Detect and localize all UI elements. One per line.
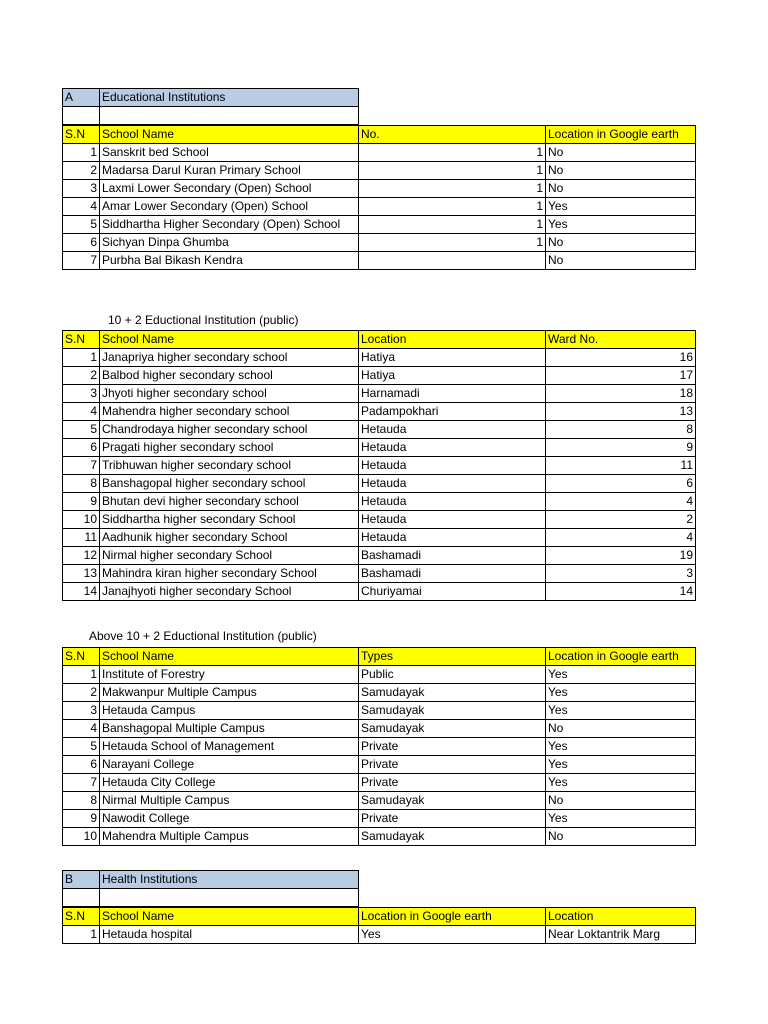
table-cell: Purbha Bal Bikash Kendra	[100, 252, 359, 270]
table-row	[63, 162, 696, 180]
table-cell: 13	[63, 565, 100, 583]
column-header: Ward No.	[546, 331, 696, 349]
table-cell: Aadhunik higher secondary School	[100, 529, 359, 547]
table-cell: 11	[63, 529, 100, 547]
table-cell: 7	[63, 457, 100, 475]
table-row	[63, 252, 696, 270]
blank-cell	[63, 107, 100, 125]
table-cell: 11	[546, 457, 696, 475]
table-cell: 9	[63, 493, 100, 511]
column-header: School Name	[100, 908, 359, 926]
column-header: School Name	[100, 126, 359, 144]
table-cell: Hetauda	[359, 421, 546, 439]
table-cell: 18	[546, 385, 696, 403]
column-header: Location in Google earth	[546, 648, 696, 666]
table-cell: No	[546, 234, 696, 252]
health-institutions-table	[62, 907, 696, 944]
table-cell: Amar Lower Secondary (Open) School	[100, 198, 359, 216]
table-cell: 4	[63, 198, 100, 216]
table-cell: Hetauda School of Management	[100, 738, 359, 756]
table-cell: Samudayak	[359, 702, 546, 720]
table-cell: Yes	[546, 738, 696, 756]
table-cell: Nirmal Multiple Campus	[100, 792, 359, 810]
column-header: S.N	[63, 126, 100, 144]
table-cell: 13	[546, 403, 696, 421]
table-cell: 5	[63, 216, 100, 234]
table-cell: Janapriya higher secondary school	[100, 349, 359, 367]
table-cell: 17	[546, 367, 696, 385]
table-cell: 5	[63, 421, 100, 439]
table-cell: 3	[63, 180, 100, 198]
table-row	[63, 547, 696, 565]
table-cell: Private	[359, 810, 546, 828]
table-cell: No	[546, 162, 696, 180]
table-cell: Hatiya	[359, 349, 546, 367]
table-cell: 16	[546, 349, 696, 367]
table-row	[63, 198, 696, 216]
table-cell: Hetauda City College	[100, 774, 359, 792]
table-row	[63, 702, 696, 720]
table-above-10-2-body	[63, 648, 696, 846]
table-10-2-caption: 10 + 2 Eductional Institution (public)	[108, 313, 299, 327]
table-cell: Yes	[546, 756, 696, 774]
table-cell: Sanskrit bed School	[100, 144, 359, 162]
section-b-title: Health Institutions	[100, 871, 359, 889]
table-cell: 2	[63, 684, 100, 702]
column-header: Location in Google earth	[546, 126, 696, 144]
table-row	[63, 234, 696, 252]
table-cell: Mahendra Multiple Campus	[100, 828, 359, 846]
educational-institutions-body	[63, 126, 696, 270]
table-row	[63, 144, 696, 162]
table-cell: Mahindra kiran higher secondary School	[100, 565, 359, 583]
table-cell: No	[546, 144, 696, 162]
column-header: S.N	[63, 908, 100, 926]
table-row	[63, 349, 696, 367]
table-cell: 6	[546, 475, 696, 493]
table-cell: 9	[63, 810, 100, 828]
table-cell: Yes	[546, 684, 696, 702]
table-cell: 8	[63, 792, 100, 810]
table-cell: Bhutan devi higher secondary school	[100, 493, 359, 511]
column-header: S.N	[63, 331, 100, 349]
table-cell: Nirmal higher secondary School	[100, 547, 359, 565]
table-cell: Yes	[546, 666, 696, 684]
table-row	[63, 385, 696, 403]
table-row	[63, 828, 696, 846]
table-cell: Mahendra higher secondary school	[100, 403, 359, 421]
table-cell: Private	[359, 738, 546, 756]
table-row	[63, 684, 696, 702]
section-a-title: Educational Institutions	[100, 89, 359, 107]
health-institutions-body	[63, 908, 696, 944]
table-cell: 19	[546, 547, 696, 565]
column-header: Location	[359, 331, 546, 349]
table-cell: Yes	[546, 198, 696, 216]
column-header: Location in Google earth	[359, 908, 546, 926]
table-cell: Narayani College	[100, 756, 359, 774]
table-row	[63, 926, 696, 944]
table-cell: 3	[63, 702, 100, 720]
table-cell: 4	[546, 529, 696, 547]
header-row	[63, 126, 696, 144]
section-b-title-table	[62, 870, 359, 907]
table-cell: Hetauda hospital	[100, 926, 359, 944]
table-cell: Balbod higher secondary school	[100, 367, 359, 385]
table-cell: No	[546, 792, 696, 810]
table-cell: 12	[63, 547, 100, 565]
table-row	[63, 774, 696, 792]
table-cell: 6	[63, 439, 100, 457]
table-cell: Siddhartha higher secondary School	[100, 511, 359, 529]
table-row	[63, 792, 696, 810]
table-cell: Yes	[359, 926, 546, 944]
table-cell: 5	[63, 738, 100, 756]
table-row	[63, 216, 696, 234]
table-row	[63, 180, 696, 198]
table-cell: 2	[63, 367, 100, 385]
table-cell: Samudayak	[359, 684, 546, 702]
table-cell: 10	[63, 511, 100, 529]
table-cell: 4	[63, 720, 100, 738]
table-row	[63, 475, 696, 493]
table-cell: No	[546, 252, 696, 270]
table-cell: 1	[63, 666, 100, 684]
table-cell: 6	[63, 234, 100, 252]
table-cell: Banshagopal higher secondary school	[100, 475, 359, 493]
section-b-letter: B	[63, 871, 100, 889]
table-cell: Harnamadi	[359, 385, 546, 403]
table-cell: Samudayak	[359, 792, 546, 810]
column-header: School Name	[100, 648, 359, 666]
table-cell: Chandrodaya higher secondary school	[100, 421, 359, 439]
table-cell: Private	[359, 774, 546, 792]
table-cell: Madarsa Darul Kuran Primary School	[100, 162, 359, 180]
table-cell: 14	[546, 583, 696, 601]
table-row	[63, 565, 696, 583]
table-cell: Jhyoti higher secondary school	[100, 385, 359, 403]
header-row	[63, 331, 696, 349]
table-cell: Hetauda	[359, 457, 546, 475]
table-cell: Yes	[546, 702, 696, 720]
table-cell: 6	[63, 756, 100, 774]
table-cell: Makwanpur Multiple Campus	[100, 684, 359, 702]
table-cell: Institute of Forestry	[100, 666, 359, 684]
table-cell: Hetauda	[359, 475, 546, 493]
section-a-letter: A	[63, 89, 100, 107]
table-cell: Hatiya	[359, 367, 546, 385]
table-cell: Bashamadi	[359, 547, 546, 565]
table-cell: 1	[359, 198, 546, 216]
table-cell: Bashamadi	[359, 565, 546, 583]
table-row	[63, 720, 696, 738]
table-cell: Yes	[546, 774, 696, 792]
table-cell: Public	[359, 666, 546, 684]
table-above-10-2	[62, 647, 696, 846]
table-row	[63, 810, 696, 828]
table-row	[63, 457, 696, 475]
table-cell: Tribhuwan higher secondary school	[100, 457, 359, 475]
table-cell: Siddhartha Higher Secondary (Open) School	[100, 216, 359, 234]
table-cell: 1	[359, 180, 546, 198]
table-cell: Samudayak	[359, 720, 546, 738]
table-row	[63, 511, 696, 529]
table-row	[63, 439, 696, 457]
table-row	[63, 421, 696, 439]
table-row	[63, 403, 696, 421]
table-row	[63, 738, 696, 756]
section-a-title-table	[62, 88, 359, 125]
table-cell: 4	[63, 403, 100, 421]
table-cell: No	[546, 828, 696, 846]
table-cell: 1	[63, 926, 100, 944]
table-cell: 8	[63, 475, 100, 493]
table-cell: Banshagopal Multiple Campus	[100, 720, 359, 738]
table-cell: Nawodit College	[100, 810, 359, 828]
educational-institutions-table	[62, 125, 696, 270]
table-cell: No	[546, 180, 696, 198]
column-header: No.	[359, 126, 546, 144]
table-cell: 2	[546, 511, 696, 529]
table-cell: 1	[63, 349, 100, 367]
table-cell: Private	[359, 756, 546, 774]
table-cell: Padampokhari	[359, 403, 546, 421]
table-cell: 2	[63, 162, 100, 180]
table-cell: Hetauda	[359, 529, 546, 547]
table-row	[63, 756, 696, 774]
table-row	[63, 583, 696, 601]
column-header: Types	[359, 648, 546, 666]
header-row	[63, 908, 696, 926]
table-cell	[359, 252, 546, 270]
table-cell: Yes	[546, 216, 696, 234]
table-cell: Pragati higher secondary school	[100, 439, 359, 457]
table-cell: 4	[546, 493, 696, 511]
table-cell: Sichyan Dinpa Ghumba	[100, 234, 359, 252]
column-header: School Name	[100, 331, 359, 349]
table-cell: Hetauda	[359, 511, 546, 529]
blank-cell	[100, 107, 359, 125]
table-10-2-body	[63, 331, 696, 601]
table-cell: 7	[63, 774, 100, 792]
table-cell: 1	[359, 144, 546, 162]
table-cell: Yes	[546, 810, 696, 828]
header-row	[63, 648, 696, 666]
table-row	[63, 666, 696, 684]
table-cell: 1	[359, 234, 546, 252]
table-cell: Janajhyoti higher secondary School	[100, 583, 359, 601]
table-row	[63, 529, 696, 547]
table-cell: Hetauda	[359, 439, 546, 457]
table-cell: Hetauda Campus	[100, 702, 359, 720]
table-cell: 3	[546, 565, 696, 583]
column-header: S.N	[63, 648, 100, 666]
column-header: Location	[546, 908, 696, 926]
table-cell: 14	[63, 583, 100, 601]
table-row	[63, 367, 696, 385]
table-cell: 10	[63, 828, 100, 846]
table-cell: 9	[546, 439, 696, 457]
table-cell: 1	[359, 162, 546, 180]
table-cell: 7	[63, 252, 100, 270]
table-10-2	[62, 330, 696, 601]
table-cell: 1	[359, 216, 546, 234]
table-cell: No	[546, 720, 696, 738]
table-above-10-2-caption: Above 10 + 2 Eductional Institution (public)	[89, 629, 317, 643]
table-cell: 8	[546, 421, 696, 439]
table-cell: Hetauda	[359, 493, 546, 511]
table-cell: 3	[63, 385, 100, 403]
table-cell: Laxmi Lower Secondary (Open) School	[100, 180, 359, 198]
blank-cell	[100, 889, 359, 907]
table-cell: Samudayak	[359, 828, 546, 846]
table-cell: Near Loktantrik Marg	[546, 926, 696, 944]
table-cell: 1	[63, 144, 100, 162]
blank-cell	[63, 889, 100, 907]
table-row	[63, 493, 696, 511]
table-cell: Churiyamai	[359, 583, 546, 601]
